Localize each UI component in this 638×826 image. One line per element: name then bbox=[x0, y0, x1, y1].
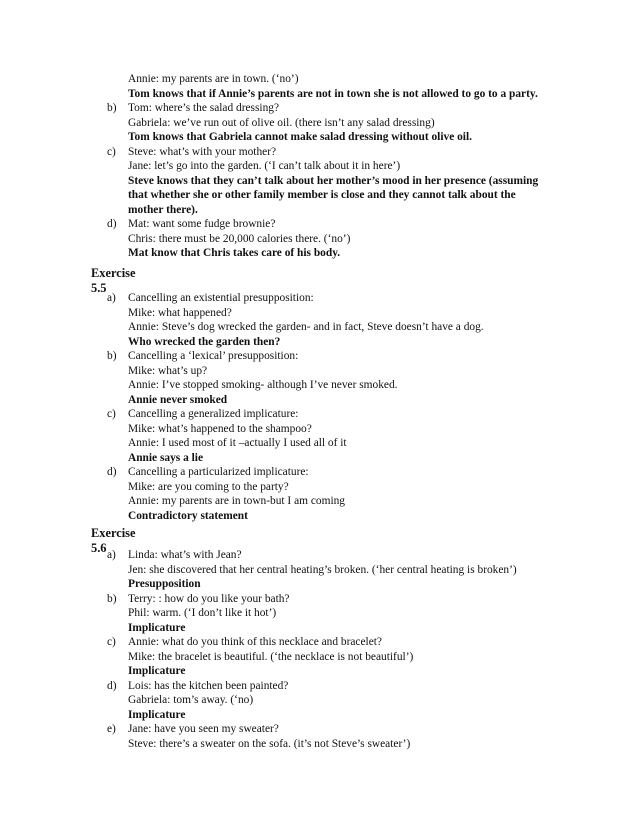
dialogue-line: Cancelling an existential presupposition: bbox=[128, 292, 314, 304]
answer-line: Who wrecked the garden then? bbox=[128, 335, 281, 348]
dialogue-line: Jen: she discovered that her central heating’s broken. (‘her central heating is broken’) bbox=[128, 563, 517, 576]
item-marker: a) bbox=[107, 549, 116, 561]
exercise-heading: Exercise 5.5 bbox=[91, 266, 136, 295]
dialogue-line: Mike: are you coming to the party? bbox=[128, 480, 289, 493]
item-marker: b) bbox=[107, 592, 117, 605]
dialogue-line: Mike: what’s up? bbox=[128, 364, 208, 377]
item-marker: c) bbox=[107, 636, 116, 648]
dialogue-line: Phil: warm. (‘I don’t like it hot’) bbox=[128, 607, 277, 619]
item-marker: b) bbox=[107, 350, 117, 362]
dialogue-line: Mike: what happened? bbox=[128, 306, 232, 319]
dialogue-line: Annie: my parents are in town-but I am coming bbox=[128, 495, 346, 507]
dialogue-line: Annie: my parents are in town. (‘no’) bbox=[128, 73, 299, 85]
dialogue-line: Mike: the bracelet is beautiful. (‘the necklace is not beautiful’) bbox=[128, 650, 414, 663]
item-marker: d) bbox=[107, 218, 117, 230]
dialogue-line: Steve: what’s with your mother? bbox=[128, 145, 277, 158]
answer-line: Annie says a lie bbox=[128, 451, 203, 464]
answer-line: Contradictory statement bbox=[128, 509, 248, 522]
exercise-heading: Exercise 5.6 bbox=[91, 526, 136, 555]
item-marker: e) bbox=[107, 723, 116, 735]
dialogue-line: Steve: there’s a sweater on the sofa. (it’s not Steve’s sweater’) bbox=[128, 737, 411, 750]
dialogue-line: Tom: where’s the salad dressing? bbox=[128, 102, 280, 114]
answer-line: that whether she or other family member is close and they cannot talk about the bbox=[128, 189, 516, 201]
dialogue-line: Chris: there must be 20,000 calories there. (‘no’) bbox=[128, 232, 351, 245]
answer-line: Mat know that Chris takes care of his body. bbox=[128, 247, 341, 259]
item-marker: d) bbox=[107, 466, 117, 478]
dialogue-line: Gabriela: we’ve run out of olive oil. (there isn’t any salad dressing) bbox=[128, 116, 435, 129]
item-marker: c) bbox=[107, 408, 116, 420]
dialogue-line: Annie: I’ve stopped smoking- although I’ve never smoked. bbox=[128, 379, 398, 391]
answer-line: mother there). bbox=[128, 203, 198, 216]
dialogue-line: Mat: want some fudge brownie? bbox=[128, 218, 276, 230]
dialogue-line: Jane: let’s go into the garden. (‘I can’t talk about it in here’) bbox=[128, 160, 401, 172]
dialogue-line: Lois: has the kitchen been painted? bbox=[128, 679, 289, 692]
dialogue-line: Annie: I used most of it –actually I used all of it bbox=[128, 437, 347, 449]
dialogue-line: Annie: Steve’s dog wrecked the garden- and in fact, Steve doesn’t have a dog. bbox=[128, 321, 484, 333]
answer-line: Presupposition bbox=[128, 578, 201, 590]
item-marker: a) bbox=[107, 292, 116, 304]
answer-line: Annie never smoked bbox=[128, 393, 228, 406]
answer-line: Implicature bbox=[128, 708, 186, 721]
answer-line: Steve knows that they can’t talk about her mother’s mood in her presence (assuming bbox=[128, 174, 539, 187]
answer-line: Implicature bbox=[128, 621, 186, 634]
answer-line: Tom knows that if Annie’s parents are not in town she is not allowed to go to a party. bbox=[128, 87, 538, 100]
dialogue-line: Jane: have you seen my sweater? bbox=[128, 723, 279, 735]
dialogue-line: Linda: what’s with Jean? bbox=[128, 549, 242, 561]
dialogue-line: Cancelling a generalized implicature: bbox=[128, 408, 299, 420]
dialogue-line: Cancelling a particularized implicature: bbox=[128, 466, 309, 478]
dialogue-line: Terry: : how do you like your bath? bbox=[128, 592, 290, 605]
answer-line: Tom knows that Gabriela cannot make salad dressing without olive oil. bbox=[128, 131, 472, 143]
item-marker: b) bbox=[107, 102, 117, 114]
dialogue-line: Gabriela: tom’s away. (‘no) bbox=[128, 694, 254, 706]
answer-line: Implicature bbox=[128, 665, 186, 677]
dialogue-line: Cancelling a ‘lexical’ presupposition: bbox=[128, 350, 299, 362]
item-marker: c) bbox=[107, 145, 116, 158]
dialogue-line: Annie: what do you think of this necklace and bracelet? bbox=[128, 636, 382, 648]
dialogue-line: Mike: what’s happened to the shampoo? bbox=[128, 422, 312, 435]
item-marker: d) bbox=[107, 679, 117, 692]
